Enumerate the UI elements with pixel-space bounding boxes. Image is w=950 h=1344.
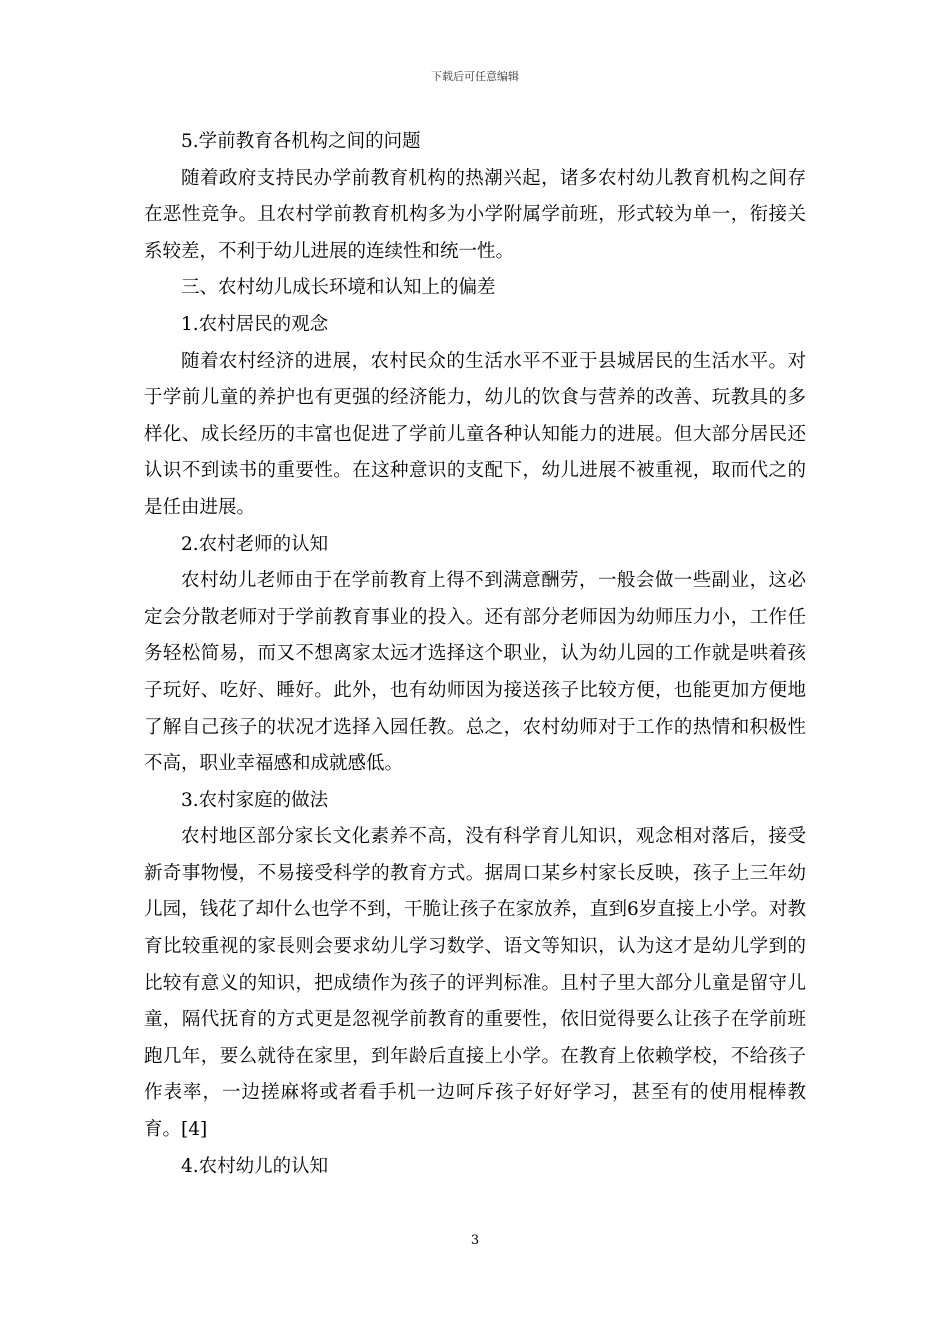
section-heading: 2.农村老师的认知 (181, 533, 329, 555)
document-body (144, 124, 806, 1185)
paragraph: 随着政府支持民办学前教育机构的热潮兴起，诸多农村幼儿教育机构之间存在恶性竞争。且农村学前教育机构多为小学附属学前班，形式较为单一，衔接关系较差，不利于幼儿进展的连续性和统一性。 (144, 167, 806, 262)
section-heading: 3.农村家庭的做法 (181, 789, 329, 811)
section-heading: 三、农村幼儿成长环境和认知上的偏差 (181, 277, 496, 299)
paragraph: 随着农村经济的进展，农村民众的生活水平不亚于县城居民的生活水平。对于学前儿童的养护也有更强的经济能力，幼儿的饮食与营养的改善、玩教具的多样化、成长经历的丰富也促进了学前儿童各种认知能力的进展。但大部分居民还认识不到读书的重要性。在这种意识的支配下，幼儿进展不被重视，取而代之的是任由进展。 (144, 350, 806, 518)
section-heading: 5.学前教育各机构之间的问题 (181, 131, 421, 152)
section-heading: 4.农村幼儿的认知 (181, 1155, 329, 1177)
page-header: 下载后可任意编辑 (431, 70, 519, 83)
page-number: 3 (470, 1233, 480, 1248)
section-heading: 1.农村居民的观念 (181, 313, 329, 335)
paragraph: 农村幼儿老师由于在学前教育上得不到满意酬劳，一般会做一些副业，这必定会分散老师对于学前教育事业的投入。还有部分老师因为幼师压力小，工作任务轻松简易，而又不想离家太远才选择这个职业，认为幼儿园的工作就是哄着孩子玩好、吃好、睡好。此外，也有幼师因为接送孩子比较方便，也能更加方便地了解自己孩子的状况才选择入园任教。总之，农村幼师对于工作的热情和积极性不高，职业幸福感和成就感低。 (144, 570, 806, 775)
paragraph: 农村地区部分家长文化素养不高，没有科学育儿知识，观念相对落后，接受新奇事物慢，不易接受科学的教育方式。据周口某乡村家长反映，孩子上三年幼儿园，钱花了却什么也学不到，干脆让孩子在家放养，直到6岁直接上小学。对教育比较重视的家長则会要求幼儿学习数学、语文等知识，认为这才是幼儿学到的比较有意义的知识，把成绩作为孩子的评判标准。且村子里大部分儿童是留守儿童，隔代抚育的方式更是忽视学前教育的重要性，依旧觉得要么让孩子在学前班跑几年，要么就待在家里，到年龄后直接上小学。在教育上依赖学校，不给孩子作表率，一边搓麻将或者看手机一边呵斥孩子好好学习，甚至有的使用棍棒教育。[4] (144, 826, 806, 1141)
